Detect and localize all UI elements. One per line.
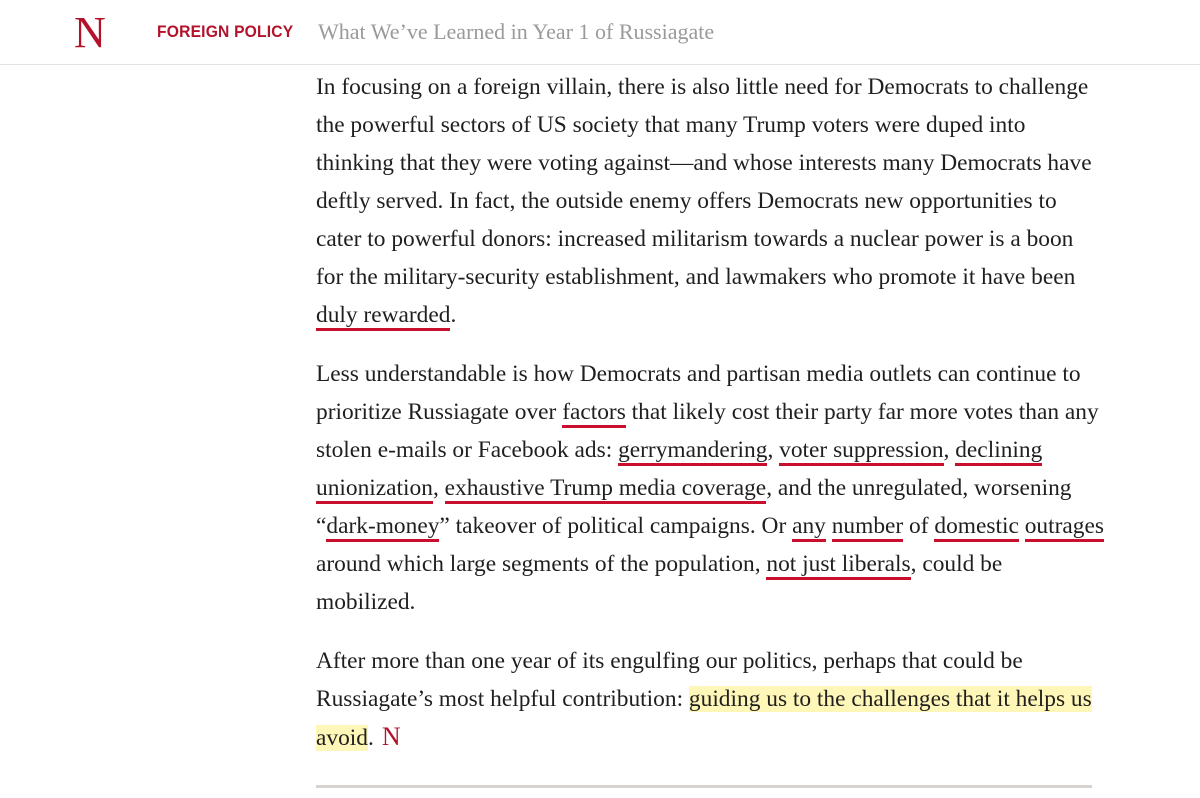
link-media-coverage[interactable]: exhaustive Trump media coverage — [445, 475, 767, 504]
text: around which large segments of the population, — [316, 551, 767, 577]
text: , and the unregulated, worsening “ — [316, 475, 1072, 539]
article-headline: What We’ve Learned in Year 1 of Russiagate — [318, 19, 715, 44]
link-outrages[interactable]: outrages — [1025, 513, 1104, 542]
text: After more than one year of its engulfing our politics, perhaps that could be Russiagate’s most helpful contribution: — [316, 648, 1023, 712]
text: , could be mobilized. — [316, 551, 1003, 615]
text — [826, 513, 832, 539]
text: ” takeover of political campaigns. Or — [439, 513, 793, 539]
link-dark-money[interactable]: dark-money — [326, 513, 439, 542]
text: , — [432, 475, 445, 501]
text: , — [767, 437, 780, 463]
link-declining[interactable]: declining — [955, 437, 1042, 466]
paragraph-3 — [316, 642, 1106, 757]
text: of — [903, 513, 935, 539]
paragraph-1 — [316, 68, 1106, 334]
paragraph-2 — [316, 355, 1106, 621]
link-number[interactable]: number — [832, 513, 903, 542]
link-gerrymandering[interactable]: gerrymandering — [618, 437, 767, 466]
text: , — [943, 437, 956, 463]
link-voter-suppression[interactable]: voter suppression — [779, 437, 943, 466]
link-unionization[interactable]: unionization — [316, 475, 433, 504]
text: Less understandable is how Democrats and partisan media outlets can continue to prioritize Russiagate over — [316, 361, 1081, 425]
link-factors[interactable]: factors — [562, 399, 626, 428]
end-mark-icon: N — [381, 722, 401, 751]
link-any[interactable]: any — [792, 513, 826, 542]
text: . — [367, 725, 374, 751]
nation-logo[interactable]: N — [74, 8, 106, 57]
section-label-foreign-policy[interactable]: FOREIGN POLICY — [157, 22, 294, 41]
site-header — [0, 0, 1200, 65]
text: In focusing on a foreign villain, there is also little need for Democrats to challenge the powerful sectors of US society that many Trump voters were duped into thinking that they were voting against—and whose interests many Democrats have deftly served. In fact, the outside enemy offers Democrats new opportunities to cater to powerful donors: increased militarism towards a nuclear power is a boon for the military-security establishment, and lawmakers who promote it have been — [316, 74, 1092, 290]
link-duly-rewarded[interactable]: duly rewarded — [316, 302, 450, 331]
link-domestic[interactable]: domestic — [934, 513, 1018, 542]
link-not-just-liberals[interactable]: not just liberals — [766, 551, 910, 580]
text: that likely cost their party far more votes than any stolen e-mails or Facebook ads: — [316, 399, 1099, 463]
text: . — [450, 302, 457, 328]
article-body — [316, 68, 1106, 778]
text — [1019, 513, 1025, 539]
highlighted-text[interactable]: guiding us to the challenges that it helps us avoid — [316, 686, 1092, 751]
section-divider — [316, 785, 1092, 788]
